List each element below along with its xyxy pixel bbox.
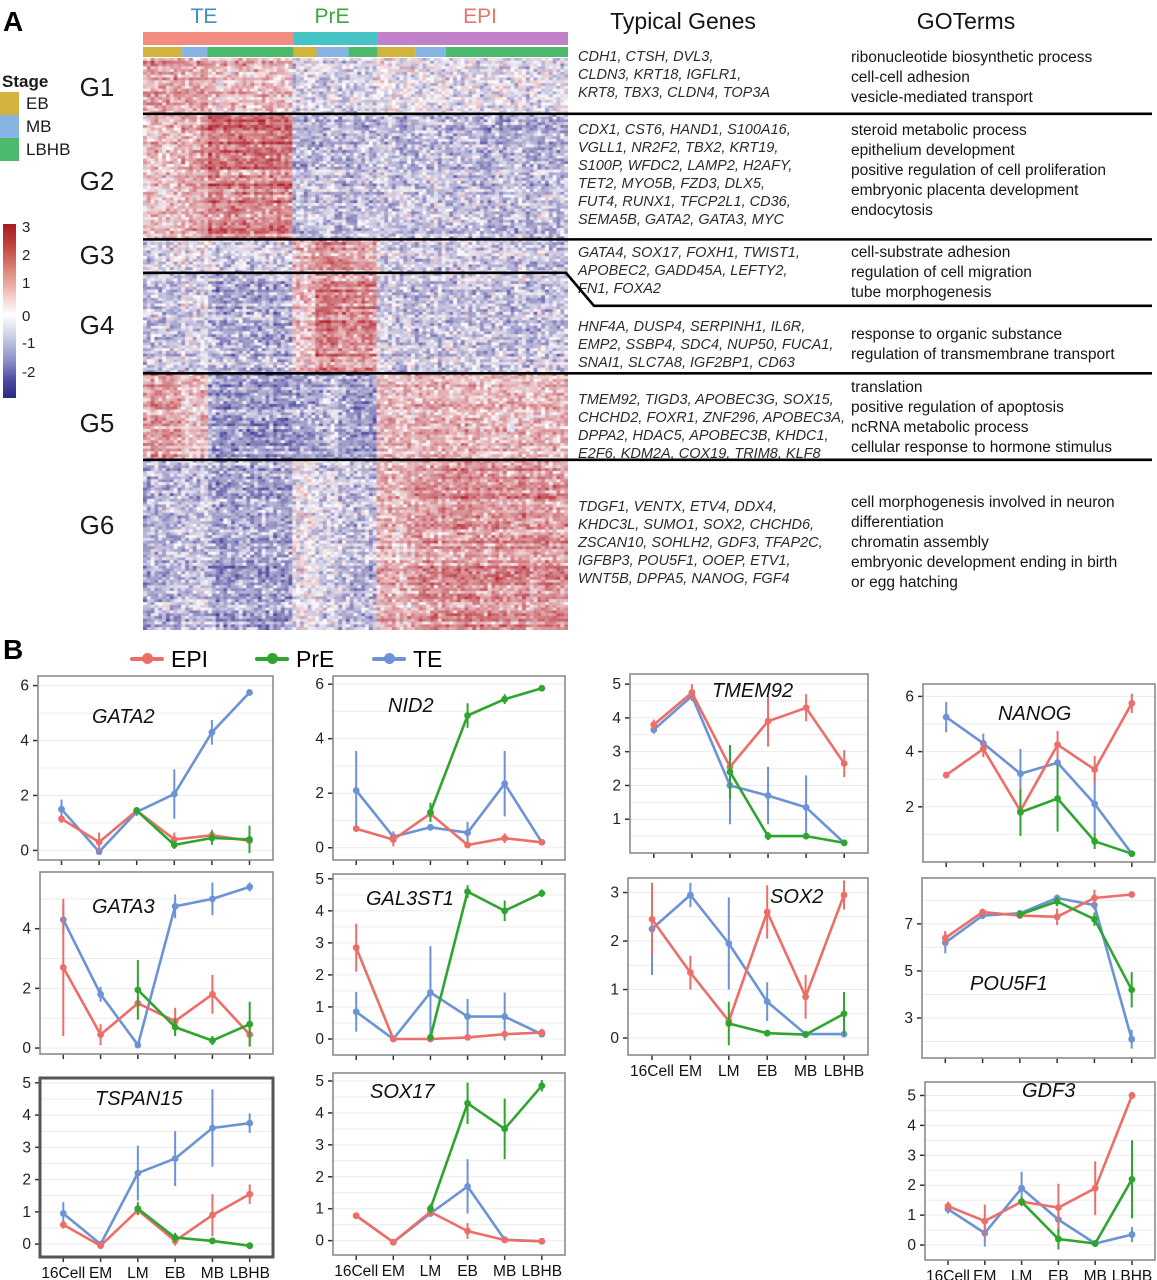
svg-text:0: 0	[315, 1232, 324, 1250]
lineage-bar-te	[143, 32, 293, 45]
colorbar-tick: -2	[22, 364, 36, 381]
stage-bar-segment	[349, 47, 378, 57]
svg-text:1: 1	[315, 1200, 324, 1218]
plot-tmem92	[612, 674, 868, 858]
svg-text:EM: EM	[88, 1265, 113, 1280]
lineage-bar-pre	[293, 32, 377, 45]
svg-text:SOX17: SOX17	[370, 1081, 435, 1103]
svg-text:TSPAN15: TSPAN15	[95, 1088, 183, 1110]
plot-gdf3	[907, 1080, 1155, 1280]
go-terms-title: GOTerms	[916, 8, 1016, 34]
svg-text:NANOG: NANOG	[998, 703, 1072, 725]
colorbar-tick: 1	[22, 275, 31, 292]
panel-a-label: A	[3, 6, 24, 37]
go-terms-g5: translation positive regulation of apoptosis ncRNA metabolic process cellular response to hormone stimulus	[851, 379, 1113, 456]
heatmap-annotation-bars	[143, 32, 568, 57]
plot-gal3st1	[315, 871, 565, 1060]
stage-bar-segment	[293, 47, 316, 57]
plot-nid2	[315, 676, 565, 865]
svg-text:6: 6	[905, 688, 914, 706]
lineage-header-te: TE	[190, 5, 218, 28]
svg-text:2: 2	[315, 966, 324, 984]
typical-genes-g3: GATA4, SOX17, FOXH1, TWIST1, APOBEC2, GADD45A, LEFTY2, FN1, FOXA2	[578, 245, 800, 297]
svg-text:EB: EB	[164, 1265, 186, 1280]
svg-text:GDF3: GDF3	[1022, 1080, 1076, 1102]
plot-gata3	[22, 872, 273, 1059]
svg-text:EM: EM	[678, 1063, 703, 1080]
svg-text:4: 4	[315, 730, 324, 748]
svg-text:LBHB: LBHB	[823, 1063, 865, 1080]
svg-text:2: 2	[22, 980, 31, 998]
plot-sox2	[610, 878, 868, 1080]
legend-label: EPI	[171, 646, 209, 672]
go-terms-g3: cell-substrate adhesion regulation of cell migration tube morphogenesis	[851, 244, 1032, 301]
typical-genes-g5: TMEM92, TIGD3, APOBEC3G, SOX15, CHCHD2, FOXR1, ZNF296, APOBEC3A, DPPA2, HDAC5, APOBEC3B, KHDC1, E2F6, KDM2A, COX19, TRIM8, KLF8	[578, 392, 845, 462]
svg-text:EB: EB	[756, 1063, 778, 1080]
svg-text:0: 0	[22, 1236, 31, 1254]
svg-text:5: 5	[22, 1074, 31, 1092]
svg-text:MB: MB	[200, 1265, 225, 1280]
typical-genes-g6: TDGF1, VENTX, ETV4, DDX4, KHDC3L, SUMO1, SOX2, CHCHD6, ZSCAN10, SOHLH2, GDF3, TFAP2C, IGFBP3, POU5F1, OOEP, ETV1, WNT5B, DPPA5, NANOG, FGF4	[578, 499, 823, 587]
typical-genes-g1: CDH1, CTSH, DVL3, CLDN3, KRT18, IGFLR1, KRT8, TBX3, CLDN4, TOP3A	[578, 49, 771, 101]
svg-text:0: 0	[315, 1030, 324, 1048]
stage-bar-segment	[182, 47, 207, 57]
typical-genes-g2: CDX1, CST6, HAND1, S100A16, VGLL1, NR2F2, TBX2, KRT19, S100P, WFDC2, LAMP2, H2AFY, TET2, MYO5B, FZD3, DLX5, FUT4, RUNX1, TFCP2L1, CD36, SEMA5B, GATA2, GATA3, MYC	[578, 122, 793, 228]
svg-text:EB: EB	[1048, 1268, 1069, 1280]
svg-text:LM: LM	[1010, 1268, 1033, 1280]
group-label-g1: G1	[79, 72, 115, 102]
colorbar-tick: 0	[22, 308, 31, 325]
panel-b-label: B	[3, 634, 24, 665]
plot-sox17	[315, 1073, 565, 1280]
svg-text:0: 0	[315, 839, 324, 857]
svg-text:3: 3	[610, 884, 619, 902]
lineage-header-pre: PrE	[314, 5, 350, 28]
stage-label: EB	[26, 94, 49, 113]
stage-bar-segment	[143, 47, 182, 57]
svg-text:4: 4	[315, 1104, 324, 1122]
svg-text:16Cell: 16Cell	[41, 1265, 86, 1280]
legend-label: PrE	[296, 646, 335, 672]
svg-text:GATA2: GATA2	[92, 706, 155, 728]
group-label-g6: G6	[79, 510, 115, 540]
svg-text:3: 3	[612, 743, 621, 761]
svg-text:TMEM92: TMEM92	[712, 680, 794, 702]
svg-text:MB: MB	[493, 1263, 517, 1280]
colorbar-tick: -1	[22, 335, 36, 352]
stage-bar-segment	[446, 47, 568, 57]
svg-text:6: 6	[315, 676, 324, 694]
svg-text:5: 5	[315, 1072, 324, 1090]
svg-text:2: 2	[612, 777, 621, 795]
svg-text:4: 4	[22, 1107, 31, 1125]
svg-text:2: 2	[907, 1177, 916, 1195]
svg-text:16Cell: 16Cell	[334, 1263, 379, 1280]
svg-text:LBHB: LBHB	[1111, 1268, 1153, 1280]
go-terms-g2: steroid metabolic process epithelium development positive regulation of cell proliferation embryonic placenta development endocytosis	[851, 122, 1107, 219]
svg-text:5: 5	[612, 676, 621, 694]
go-terms-g4: response to organic substance regulation of transmembrane transport	[851, 326, 1115, 363]
svg-text:4: 4	[20, 732, 29, 750]
plot-nanog	[905, 684, 1155, 867]
group-label-g2: G2	[79, 166, 115, 196]
svg-text:LM: LM	[127, 1265, 149, 1280]
svg-text:0: 0	[20, 842, 29, 860]
plot-pou5f1	[904, 878, 1155, 1063]
group-label-g5: G5	[79, 408, 115, 438]
svg-text:LM: LM	[718, 1063, 740, 1080]
stage-bar-segment	[378, 47, 416, 57]
stage-label: LBHB	[26, 140, 71, 159]
group-separators	[143, 114, 1152, 460]
svg-text:2: 2	[20, 787, 29, 805]
svg-text:MB: MB	[793, 1063, 818, 1080]
svg-text:3: 3	[22, 1139, 31, 1157]
svg-text:MB: MB	[1083, 1268, 1107, 1280]
svg-text:1: 1	[612, 811, 621, 829]
stage-bar-segment	[207, 47, 293, 57]
group-label-g3: G3	[79, 240, 115, 270]
lineage-bar-epi	[378, 32, 568, 45]
stage-legend-title: Stage	[2, 72, 49, 91]
svg-text:3: 3	[907, 1147, 916, 1165]
svg-text:0: 0	[907, 1237, 916, 1255]
svg-text:2: 2	[610, 933, 619, 951]
svg-text:5: 5	[904, 962, 913, 980]
legend-label: TE	[413, 646, 443, 672]
plot-tspan15	[22, 1075, 273, 1280]
svg-text:1: 1	[315, 998, 324, 1016]
go-terms-g6: cell morphogenesis involved in neuron differentiation chromatin assembly embryonic development ending in birth or egg hatching	[851, 494, 1118, 591]
svg-text:2: 2	[315, 1168, 324, 1186]
svg-text:POU5F1: POU5F1	[970, 973, 1048, 995]
svg-text:16Cell: 16Cell	[926, 1268, 970, 1280]
svg-text:LBHB: LBHB	[521, 1263, 563, 1280]
svg-text:GAL3ST1: GAL3ST1	[366, 888, 454, 910]
stage-label: MB	[26, 117, 52, 136]
svg-text:LM: LM	[419, 1263, 442, 1280]
svg-text:3: 3	[315, 1136, 324, 1154]
svg-text:LBHB: LBHB	[229, 1265, 270, 1280]
svg-text:2: 2	[22, 1171, 31, 1189]
svg-text:SOX2: SOX2	[770, 886, 824, 908]
svg-text:16Cell: 16Cell	[630, 1063, 674, 1080]
svg-text:GATA3: GATA3	[92, 896, 155, 918]
svg-text:6: 6	[20, 677, 29, 695]
svg-text:4: 4	[905, 743, 914, 761]
go-terms-g1: ribonucleotide biosynthetic process cell-cell adhesion vesicle-mediated transport	[851, 49, 1093, 106]
typical-genes-title: Typical Genes	[610, 8, 756, 34]
svg-text:5: 5	[315, 870, 324, 888]
svg-text:3: 3	[315, 934, 324, 952]
svg-text:4: 4	[907, 1117, 916, 1135]
svg-text:EM: EM	[381, 1263, 405, 1280]
lineage-header-epi: EPI	[463, 5, 497, 28]
svg-text:NID2: NID2	[388, 695, 434, 717]
svg-text:2: 2	[315, 785, 324, 803]
svg-text:1: 1	[907, 1207, 916, 1225]
svg-text:7: 7	[904, 915, 913, 933]
group-label-g4: G4	[79, 310, 115, 340]
svg-text:4: 4	[612, 709, 621, 727]
svg-text:EM: EM	[973, 1268, 997, 1280]
svg-text:1: 1	[22, 1203, 31, 1221]
svg-text:EB: EB	[457, 1263, 478, 1280]
svg-text:1: 1	[610, 981, 619, 999]
colorbar-tick: 2	[22, 247, 31, 264]
typical-genes-g4: HNF4A, DUSP4, SERPINH1, IL6R, EMP2, SSBP4, SDC4, NUP50, FUCA1, SNAI1, SLC7A8, IGF2BP1, CD63	[578, 319, 834, 371]
svg-text:4: 4	[315, 902, 324, 920]
svg-text:0: 0	[22, 1040, 31, 1058]
svg-text:3: 3	[904, 1010, 913, 1027]
stage-bar-segment	[317, 47, 349, 57]
svg-text:0: 0	[610, 1030, 619, 1048]
svg-text:5: 5	[907, 1087, 916, 1105]
colorbar-tick: 3	[22, 219, 31, 236]
stage-bar-segment	[416, 47, 446, 57]
plot-gata2	[20, 676, 273, 865]
svg-text:2: 2	[905, 798, 914, 816]
svg-text:4: 4	[22, 920, 31, 938]
